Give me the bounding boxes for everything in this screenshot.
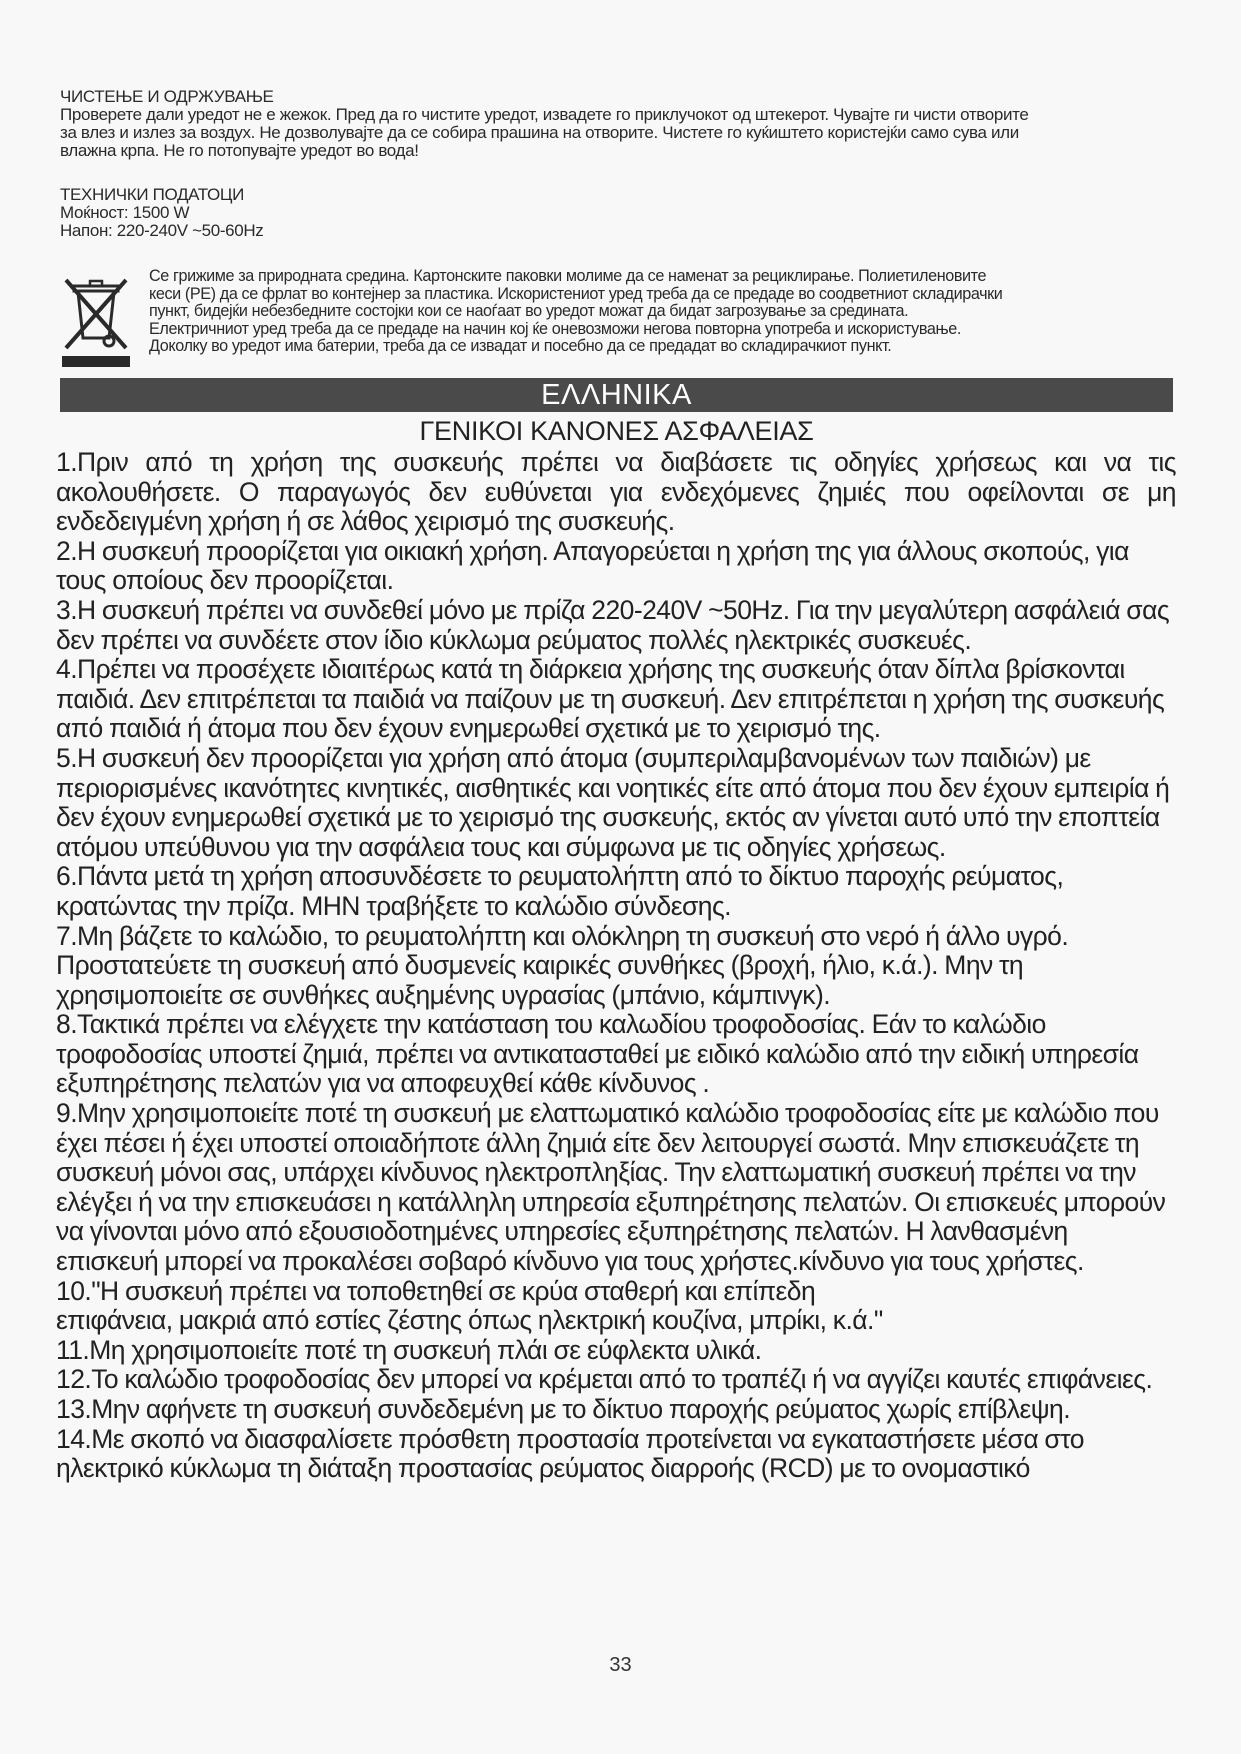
environment-line: пункт, бидејќи небезбедните состојки кои се наоѓаат во уредот можат да бидат загрозување за средината. bbox=[149, 302, 909, 320]
page-number: 33 bbox=[609, 1654, 632, 1676]
safety-rule: 5.Η συσκευή δεν προορίζεται για χρήση από άτομα (συμπεριλαμβανομένων των παιδιών) με περιορισμένες ικανότητες κινητικές, αισθητικές και νοητικές είτε από άτομα που δεν έχουν εμπειρία ή δεν έχουν ενημερωθεί σχετικά με το χειρισμό της συσκευής, εκτός αν γίνεται αυτό υπό την εποπτεία ατόμου υπεύθυνου για την ασφάλεια τους και σύμφωνα με τις οδηγίες χρήσεως. bbox=[56, 742, 1170, 862]
cleaning-title: ЧИСТЕЊЕ И ОДРЖУВАЊЕ bbox=[60, 87, 274, 106]
environment-notice-text bbox=[149, 268, 1169, 356]
safety-rules-list bbox=[56, 448, 1176, 1484]
environment-line: Доколку во уредот има батерии, треба да се извадат и посебно да се предадат во складирачкиот пункт. bbox=[149, 337, 892, 355]
cleaning-line: Проверете дали уредот не е жежок. Пред да го чистите уредот, извадете го приклучокот од штекерот. Чувајте ги чисти отворите bbox=[60, 105, 1029, 124]
power-spec: Моќност: 1500 W bbox=[60, 203, 190, 222]
safety-rule: 9.Μην χρησιμοποιείτε ποτέ τη συσκευή με ελαττωματικό καλώδιο τροφοδοσίας είτε με καλώδιο που έχει πέσει ή έχει υποστεί οποιαδήποτε άλλη ζημιά είτε δεν λειτουργεί σωστά. Μην επισκευάζετε τη συσκευή μόνοι σας, υπάρχει κίνδυνος ηλεκτροπληξίας. Την ελαττωματική συσκευή πρέπει να την ελέγξει ή να την επισκευάσει η κατάλληλη υπηρεσία εξυπηρέτησης πελατών. Οι επισκευές μπορούν να γίνονται μόνο από εξουσιοδοτημένες υπηρεσίες εξυπηρέτησης πελατών. Η λανθασμένη επισκευή μπορεί να προκαλέσει σοβαρό κίνδυνο για τους χρήστες.κίνδυνο για τους χρήστες. bbox=[56, 1098, 1166, 1277]
safety-rule: 3.Η συσκευή πρέπει να συνδεθεί μόνο με πρίζα 220-240V ~50Hz. Για την μεγαλύτερη ασφάλειά σας δεν πρέπει να συνδέετε στον ίδιο κύκλωμα ρεύματος πολλές ηλεκτρικές συσκευές. bbox=[56, 594, 1170, 655]
environment-line: Електричниот уред треба да се предаде на начин кој ќе оневозможи негова повторна употреба и искористување. bbox=[149, 319, 961, 338]
safety-rule: 1.Πριν από τη χρήση της συσκευής πρέπει να διαβάσετε τις οδηγίες χρήσεως και να τις ακολουθήσετε. Ο παραγωγός δεν ευθύνεται για ενδεχόμενες ζημιές που οφείλονται σε μη ενδεδειγμένη χρήση ή σε λάθος χειρισμό της συσκευής. bbox=[56, 448, 1176, 537]
safety-rule: 7.Μη βάζετε το καλώδιο, το ρευματολήπτη και ολόκληρη τη συσκευή στο νερό ή άλλο υγρό. Προστατεύετε τη συσκευή από δυσμενείς καιρικές συνθήκες (βροχή, ήλιο, κ.ά.). Μην τη χρησιμοποιείτε σε συνθήκες αυξημένης υγρασίας (μπάνιο, κάμπινγκ). bbox=[56, 920, 1069, 1010]
crossed-out-bin-icon bbox=[60, 276, 142, 368]
safety-rule: 14.Με σκοπό να διασφαλίσετε πρόσθετη προστασία προτείνεται να εγκαταστήσετε μέσα στο ηλεκτρικό κύκλωμα τη διάταξη προστασίας ρεύματος διαρροής (RCD) με το ονομαστικό bbox=[56, 1423, 1084, 1484]
environment-notice bbox=[60, 268, 1170, 368]
safety-rule: επιφάνεια, μακριά από εστίες ζέστης όπως ηλεκτρική κουζίνα, μπρίκι, κ.ά." bbox=[56, 1305, 883, 1336]
safety-rules-title: ΓΕΝΙΚΟΙ ΚΑΝΟΝΕΣ ΑΣΦΑΛΕΙΑΣ bbox=[419, 416, 814, 446]
environment-line: Се грижиме за природната средина. Картонските паковки молиме да се наменат за рециклирање. Полиетиленовите bbox=[149, 267, 987, 285]
environment-line: кеси (PE) да се фрлат во контејнер за пластика. Искористениот уред треба да се предаде во соодветниот складирачки bbox=[149, 284, 1003, 303]
cleaning-line: влажна крпа. Не го потопувајте уредот во вода! bbox=[60, 141, 419, 160]
language-label: ΕΛΛΗΝΙΚΑ bbox=[541, 378, 692, 411]
technical-data-title: ТЕХНИЧКИ ПОДАТОЦИ bbox=[60, 185, 245, 204]
safety-rule: 10."Η συσκευή πρέπει να τοποθετηθεί σε κρύα σταθερή και επίπεδη bbox=[56, 1275, 816, 1306]
safety-rule: 13.Μην αφήνετε τη συσκευή συνδεδεμένη με το δίκτυο παροχής ρεύματος χωρίς επίβλεψη. bbox=[56, 1394, 1071, 1424]
safety-rule: 4.Πρέπει να προσέχετε ιδιαιτέρως κατά τη διάρκεια χρήσης της συσκευής όταν δίπλα βρίσκονται παιδιά. Δεν επιτρέπεται τα παιδιά να παίζουν με τη συσκευή. Δεν επιτρέπεται η χρήση της συσκευής από παιδιά ή άτομα που δεν έχουν ενημερωθεί σχετικά με το χειρισμό της. bbox=[56, 654, 1165, 744]
safety-rule: 6.Πάντα μετά τη χρήση αποσυνδέσετε το ρευματολήπτη από το δίκτυο παροχής ρεύματος, κρατώντας την πρίζα. ΜΗΝ τραβήξετε το καλώδιο σύνδεσης. bbox=[56, 861, 1064, 921]
cleaning-line: за влез и излез за воздух. Не дозволувајте да се собира прашина на отворите. Чистете го куќиштето користејќи само сува или bbox=[60, 123, 1019, 142]
language-header-bar bbox=[60, 378, 1173, 412]
safety-rule: 11.Μη χρησιμοποιείτε ποτέ τη συσκευή πλάι σε εύφλεκτα υλικά. bbox=[56, 1334, 762, 1365]
safety-rule: 8.Τακτικά πρέπει να ελέγχετε την κατάσταση του καλωδίου τροφοδοσίας. Εάν το καλώδιο τροφοδοσίας υποστεί ζημιά, πρέπει να αντικατασταθεί με ειδικό καλώδιο από την ειδική υπηρεσία εξυπηρέτησης πελατών για να αποφευχθεί κάθε κίνδυνος . bbox=[56, 1009, 1139, 1099]
cleaning-section bbox=[60, 88, 1170, 160]
safety-rule: 2.Η συσκευή προορίζεται για οικιακή χρήση. Απαγορεύεται η χρήση της για άλλους σκοπούς, για τους οποίους δεν προορίζεται. bbox=[56, 535, 1129, 596]
safety-rule: 12.Το καλώδιο τροφοδοσίας δεν μπορεί να κρέμεται από το τραπέζι ή να αγγίζει καυτές επιφάνειες. bbox=[56, 1364, 1153, 1395]
technical-data-section bbox=[60, 186, 1170, 240]
voltage-spec: Напон: 220-240V ~50-60Hz bbox=[60, 221, 264, 240]
